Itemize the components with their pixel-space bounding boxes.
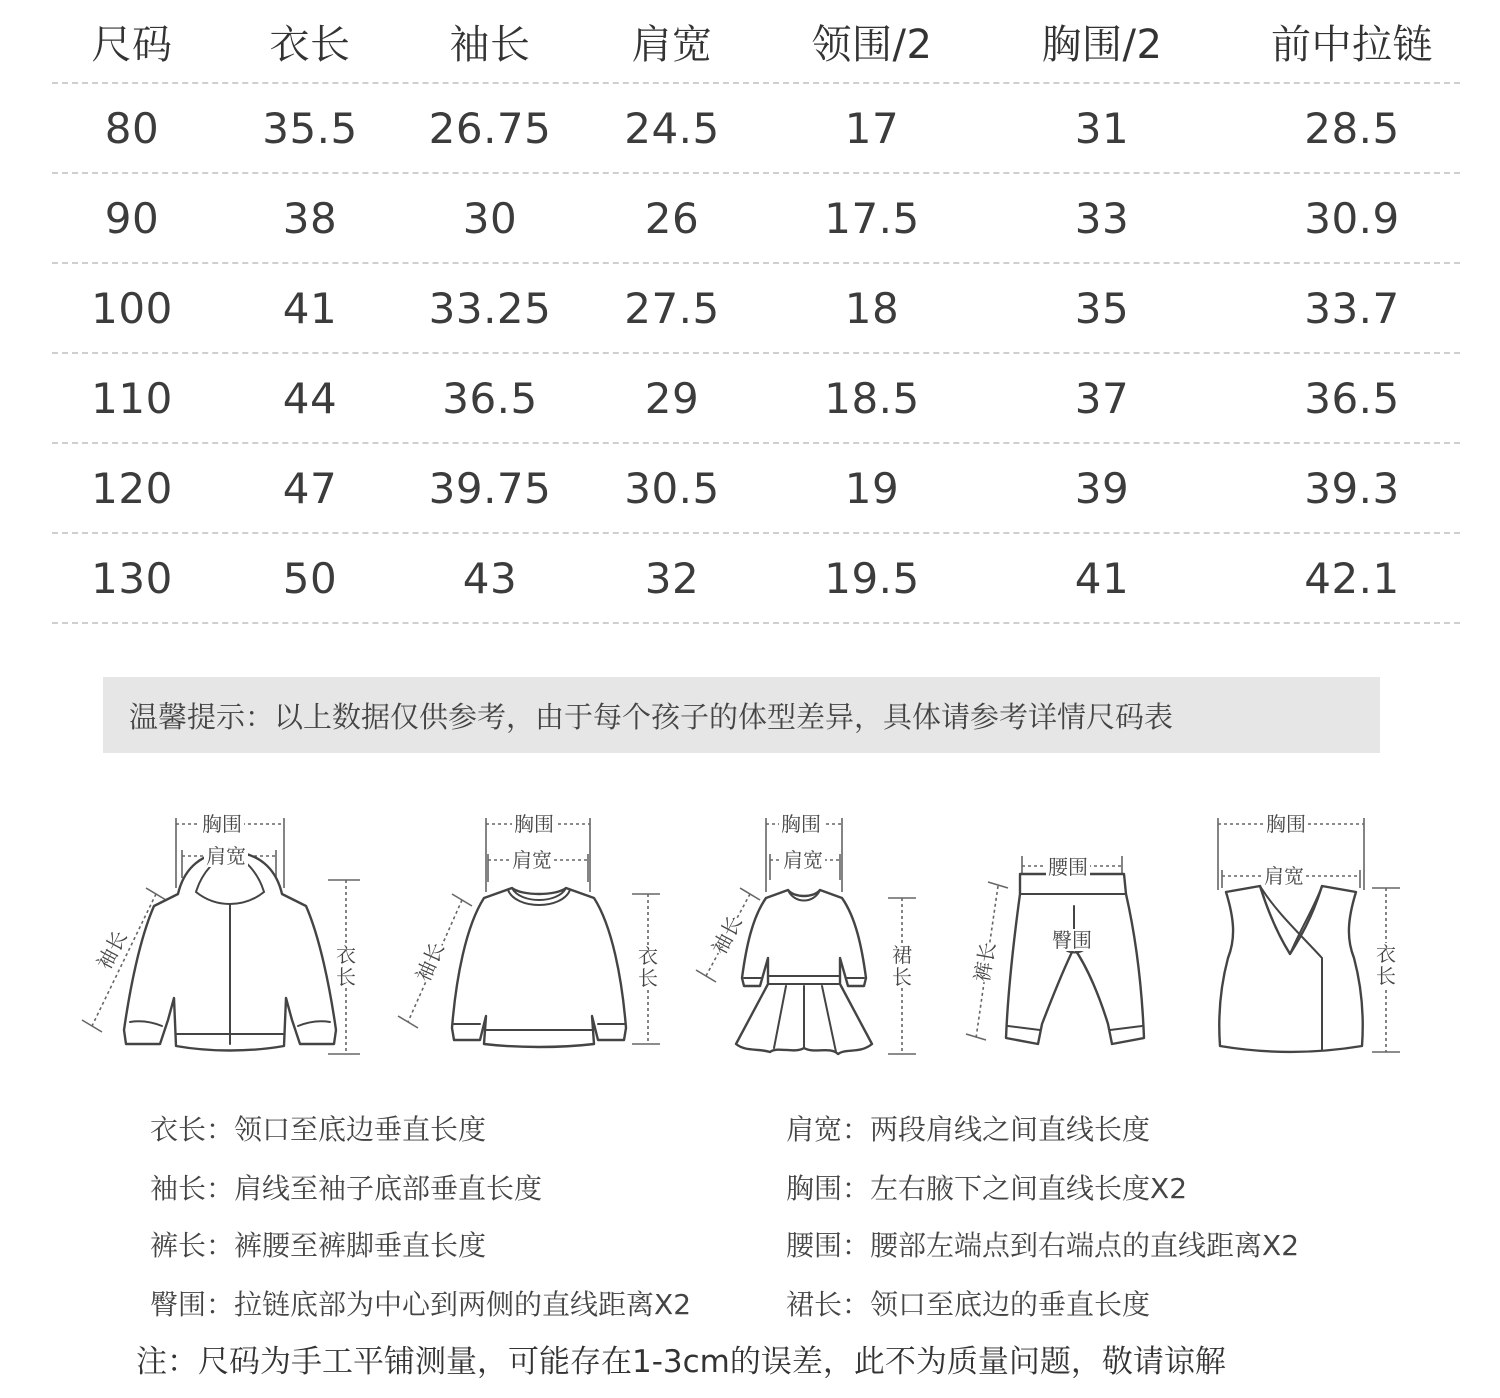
vest-illustration [1190,808,1490,1066]
table-cell: 50 [282,553,338,603]
table-cell: 17.5 [824,193,920,243]
table-cell: 19 [844,463,900,513]
sweater-sleeve-label: 袖长 [410,938,450,986]
table-cell: 35.5 [262,103,358,153]
table-cell: 38 [282,193,338,243]
vest-length-label: 衣长 [1376,942,1396,988]
sweater-chest-label: 胸围 [514,812,554,836]
sweater-shoulder-label: 肩宽 [512,848,552,872]
definition-item [786,1229,1299,1263]
definition-term: 衣长： [150,1113,235,1146]
vest-chest-label: 胸围 [1266,812,1306,836]
table-cell: 26 [644,193,700,243]
table-cell: 90 [104,193,160,243]
definition-term: 裤长： [150,1229,235,1262]
definition-desc: 领口至底边的垂直长度 [870,1288,1151,1321]
pants-length-label: 裤长 [969,940,1001,984]
table-cell: 80 [104,103,160,153]
table-cell: 110 [91,373,173,423]
table-cell: 35 [1074,283,1130,333]
table-cell: 18 [844,283,900,333]
definition-item [150,1229,486,1263]
table-cell: 39 [1074,463,1130,513]
header-zipper: 前中拉链 [1271,21,1433,68]
definition-item [150,1113,486,1147]
header-length: 衣长 [269,21,351,68]
table-cell: 39.3 [1304,463,1400,513]
table-cell: 100 [91,283,173,333]
definition-term: 臀围： [150,1288,235,1321]
table-cell: 29 [644,373,700,423]
table-cell: 17 [844,103,900,153]
header-sleeve: 袖长 [449,21,531,68]
table-cell: 33.25 [428,283,552,333]
definition-item [150,1172,542,1206]
table-cell: 130 [91,553,173,603]
jacket-length-label: 衣长 [336,943,356,989]
vest-shoulder-label: 肩宽 [1264,864,1304,888]
sweater-length-label: 衣长 [638,944,658,990]
size-table [52,0,1460,624]
definition-desc: 左右腋下之间直线长度X2 [870,1172,1188,1205]
table-cell: 33.7 [1304,283,1400,333]
tip-banner: 温馨提示：以上数据仅供参考，由于每个孩子的体型差异，具体请参考详情尺码表 [103,677,1380,753]
table-cell: 42.1 [1304,553,1400,603]
definition-item [786,1113,1150,1147]
pants-hip-label: 臀围 [1052,928,1092,952]
dress-chest-label: 胸围 [781,812,821,836]
definition-term: 裙长： [786,1288,871,1321]
table-row [52,534,1460,624]
header-size: 尺码 [91,21,173,68]
definition-item [786,1288,1150,1322]
dress-sleeve-label: 袖长 [707,911,747,959]
table-cell: 33 [1074,193,1130,243]
definition-term: 腰围： [786,1229,871,1262]
measurement-note: 注：尺码为手工平铺测量，可能存在1-3cm的误差，此不为质量问题，敬请谅解 [136,1344,1226,1380]
jacket-shoulder-label: 肩宽 [206,844,246,868]
table-cell: 27.5 [624,283,720,333]
header-chest: 胸围/2 [1041,21,1163,68]
definition-term: 胸围： [786,1172,871,1205]
definition-desc: 腰部左端点到右端点的直线距离X2 [870,1229,1300,1262]
table-cell: 32 [644,553,700,603]
table-cell: 24.5 [624,103,720,153]
table-cell: 30 [462,193,518,243]
definition-desc: 领口至底边垂直长度 [234,1113,487,1146]
table-row [52,174,1460,264]
dress-diagram [690,808,990,1066]
table-cell: 47 [282,463,338,513]
table-cell: 37 [1074,373,1130,423]
table-row [52,444,1460,534]
table-cell: 43 [462,553,518,603]
table-header-row [52,0,1460,84]
table-cell: 30.5 [624,463,720,513]
table-cell: 36.5 [442,373,538,423]
sweater-diagram [390,808,690,1066]
table-row [52,264,1460,354]
table-cell: 120 [91,463,173,513]
vest-diagram [1190,808,1490,1066]
dress-length-label: 裙长 [892,943,912,989]
definition-term: 袖长： [150,1172,235,1205]
sweater-illustration [390,808,690,1066]
definition-desc: 裤腰至裤脚垂直长度 [234,1229,487,1262]
table-row [52,84,1460,174]
definition-term: 肩宽： [786,1113,871,1146]
table-cell: 26.75 [428,103,552,153]
table-cell: 41 [1074,553,1130,603]
header-shoulder: 肩宽 [631,21,713,68]
table-cell: 44 [282,373,338,423]
definition-desc: 肩线至袖子底部垂直长度 [234,1172,543,1205]
table-cell: 39.75 [428,463,552,513]
definition-desc: 拉链底部为中心到两侧的直线距离X2 [234,1288,692,1321]
table-cell: 31 [1074,103,1130,153]
header-collar: 领围/2 [811,21,933,68]
dress-shoulder-label: 肩宽 [783,848,823,872]
table-cell: 28.5 [1304,103,1400,153]
definition-desc: 两段肩线之间直线长度 [870,1113,1151,1146]
pants-waist-label: 腰围 [1048,855,1088,879]
definition-item [786,1172,1187,1206]
jacket-diagram [80,808,380,1066]
table-cell: 36.5 [1304,373,1400,423]
table-cell: 19.5 [824,553,920,603]
jacket-sleeve-label: 袖长 [92,926,132,974]
table-row [52,354,1460,444]
table-cell: 30.9 [1304,193,1400,243]
definition-item [150,1288,691,1322]
table-cell: 41 [282,283,338,333]
jacket-chest-label: 胸围 [202,812,242,836]
table-cell: 18.5 [824,373,920,423]
